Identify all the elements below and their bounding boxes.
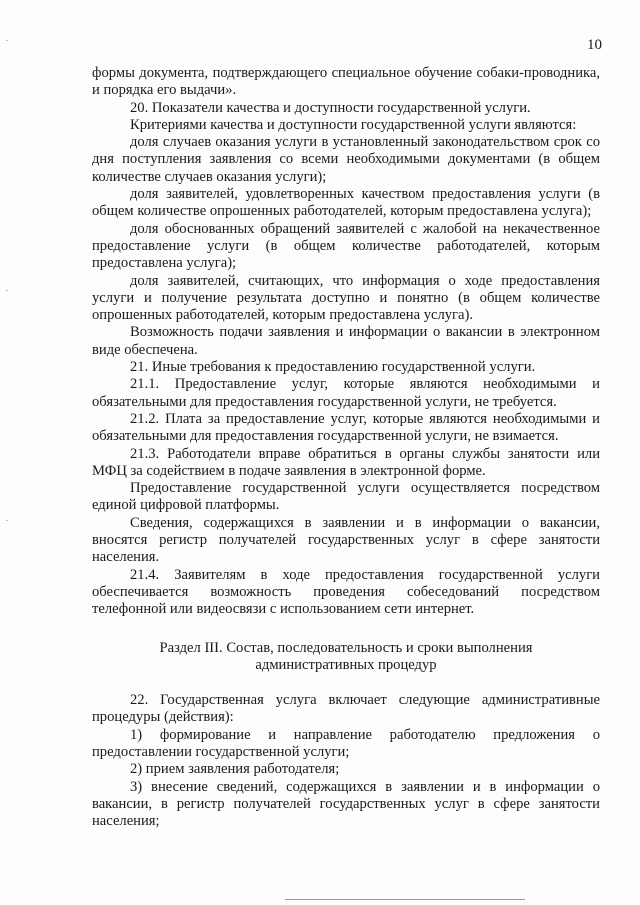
paragraph: доля заявителей, считающих, что информация о ходе предоставления услуги и получение результата доступно и понятно (в общем количестве опрошенных работодателей, которым предоставлена услуга). xyxy=(92,272,600,324)
paragraph: 20. Показатели качества и доступности государственной услуги. xyxy=(130,99,531,116)
section-heading-line1: Раздел III. Состав, последовательность и сроки выполнения xyxy=(159,639,533,656)
paragraph: 21. Иные требования к предоставлению государственной услуги. xyxy=(130,359,536,376)
paragraph: доля случаев оказания услуги в установленный законодательством срок со дня поступления заявления со всеми необходимыми документами (в общем количестве случаев оказания услуги); xyxy=(92,134,600,185)
scan-artifact xyxy=(6,520,8,521)
paragraph: 21.4. Заявителям в ходе предоставления государственной услуги обеспечивается возможность проведения собеседований посредством телефонной или видеосвязи с использованием сети интернет. xyxy=(92,566,600,618)
paragraph: 2) прием заявления работодателя; xyxy=(130,761,340,778)
paragraph: формы документа, подтверждающего специальное обучение собаки-проводника, и порядка его выдачи». xyxy=(92,65,600,99)
footer-rule xyxy=(285,899,525,900)
paragraph: 22. Государственная услуга включает следующие административные процедуры (действия): xyxy=(92,692,600,726)
paragraphs-before-section xyxy=(92,65,600,619)
paragraph: Возможность подачи заявления и информации о вакансии в электронном виде обеспечена. xyxy=(92,324,600,358)
paragraphs-after-section xyxy=(92,692,600,830)
page-number: 10 xyxy=(587,37,602,53)
document-body xyxy=(92,65,600,830)
paragraph: доля обоснованных обращений заявителей с жалобой на некачественное предоставление услуги (в общем количестве работодателей, которым предоставлена услуга); xyxy=(92,220,600,272)
paragraph: 21.3. Работодатели вправе обратиться в органы службы занятости или МФЦ за содействием в подаче заявления в электронной форме. xyxy=(92,445,600,479)
paragraph: доля заявителей, удовлетворенных качеством предоставления услуги (в общем количестве опрошенных работодателей, которым предоставлена услуга); xyxy=(92,186,600,220)
paragraph: Предоставление государственной услуги осуществляется посредством единой цифровой платформы. xyxy=(92,480,600,514)
section-heading xyxy=(92,640,600,675)
paragraph: Сведения, содержащихся в заявлении и в информации о вакансии, вносятся регистр получателей государственных услуг в сфере занятости населения. xyxy=(92,514,600,566)
paragraph: 1) формирование и направление работодателю предложения о предоставлении государственной услуги; xyxy=(92,726,600,760)
paragraph: 3) внесение сведений, содержащихся в заявлении и в информации о вакансии, в регистр получателей государственных услуг в сфере занятости населения; xyxy=(92,778,600,830)
scan-artifact xyxy=(6,290,8,291)
paragraph: Критериями качества и доступности государственной услуги являются: xyxy=(130,116,577,133)
scan-artifact xyxy=(6,40,8,41)
paragraph: 21.2. Плата за предоставление услуг, которые являются необходимыми и обязательными для предоставления государственной услуги, не взимается. xyxy=(92,410,600,445)
paragraph: 21.1. Предоставление услуг, которые являются необходимыми и обязательными для предоставления государственной услуги, не требуется. xyxy=(92,376,600,410)
section-heading-line2: административных процедур xyxy=(255,656,437,673)
